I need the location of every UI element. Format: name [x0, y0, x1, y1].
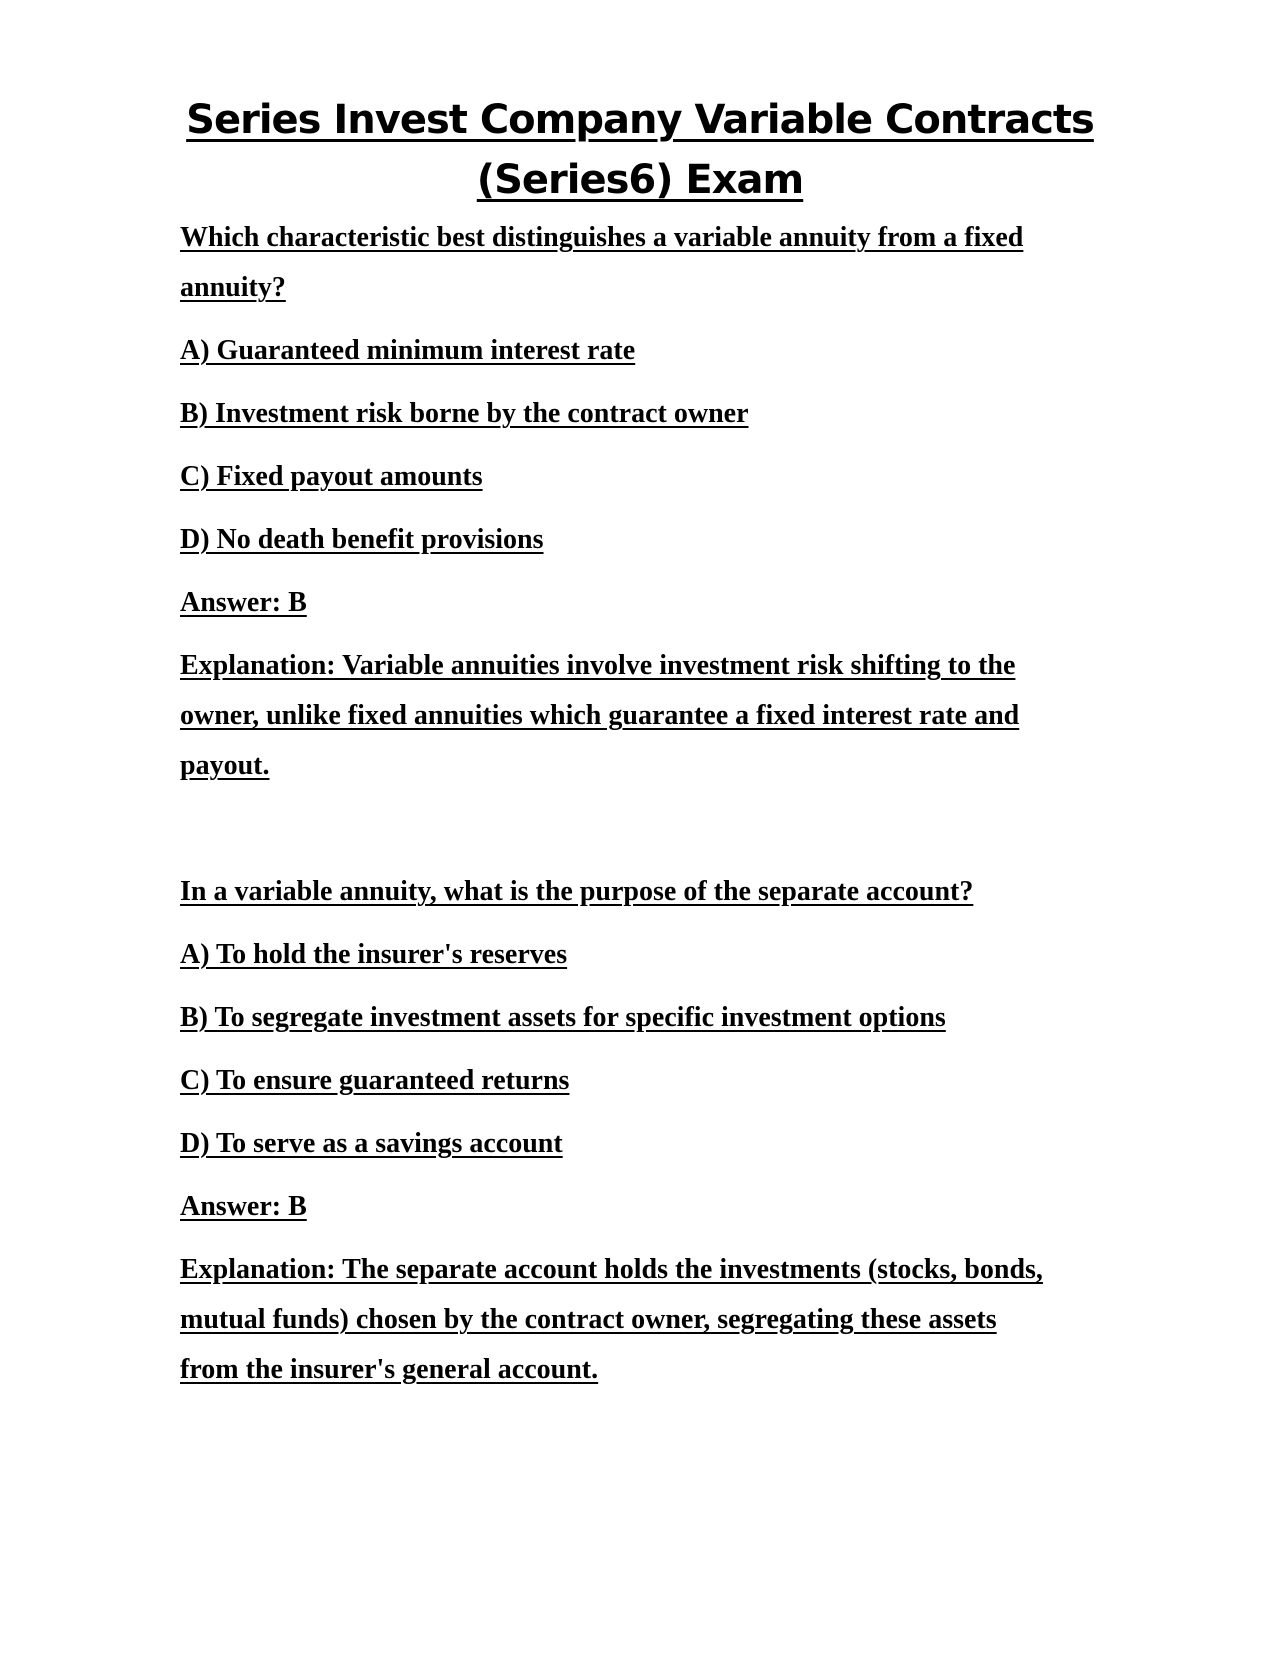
question-1-explanation-line-1: Explanation: Variable annuities involve investment risk shifting to the: [180, 650, 1016, 681]
question-1-option-b: B) Investment risk borne by the contract owner: [180, 398, 749, 429]
question-2-answer: Answer: B: [180, 1191, 307, 1222]
title-line-2: (Series6) Exam: [476, 157, 804, 203]
question-1-explanation-line-2: owner, unlike fixed annuities which guarantee a fixed interest rate and: [180, 700, 1020, 731]
question-1-option-c: C) Fixed payout amounts: [180, 461, 483, 492]
question-2-line-1: In a variable annuity, what is the purpose of the separate account?: [180, 876, 974, 907]
document-title: [160, 90, 1120, 210]
question-1-line-1: Which characteristic best distinguishes a variable annuity from a fixed: [180, 222, 1024, 253]
question-2-option-a: A) To hold the insurer's reserves: [180, 939, 568, 970]
question-1-option-a: A) Guaranteed minimum interest rate: [180, 335, 636, 366]
question-2-option-c: C) To ensure guaranteed returns: [180, 1065, 570, 1096]
question-2-explanation-line-2: mutual funds) chosen by the contract owner, segregating these assets: [180, 1304, 997, 1335]
question-1-explanation-line-3: payout.: [180, 750, 270, 781]
question-2-explanation-line-1: Explanation: The separate account holds the investments (stocks, bonds,: [180, 1254, 1043, 1285]
question-2-explanation-line-3: from the insurer's general account.: [180, 1354, 599, 1385]
question-1-line-2: annuity?: [180, 272, 286, 303]
question-2-option-d: D) To serve as a savings account: [180, 1128, 563, 1159]
question-1-answer: Answer: B: [180, 587, 307, 618]
question-2-option-b: B) To segregate investment assets for specific investment options: [180, 1002, 946, 1033]
title-line-1: Series Invest Company Variable Contracts: [186, 97, 1094, 143]
question-1-option-d: D) No death benefit provisions: [180, 524, 544, 555]
